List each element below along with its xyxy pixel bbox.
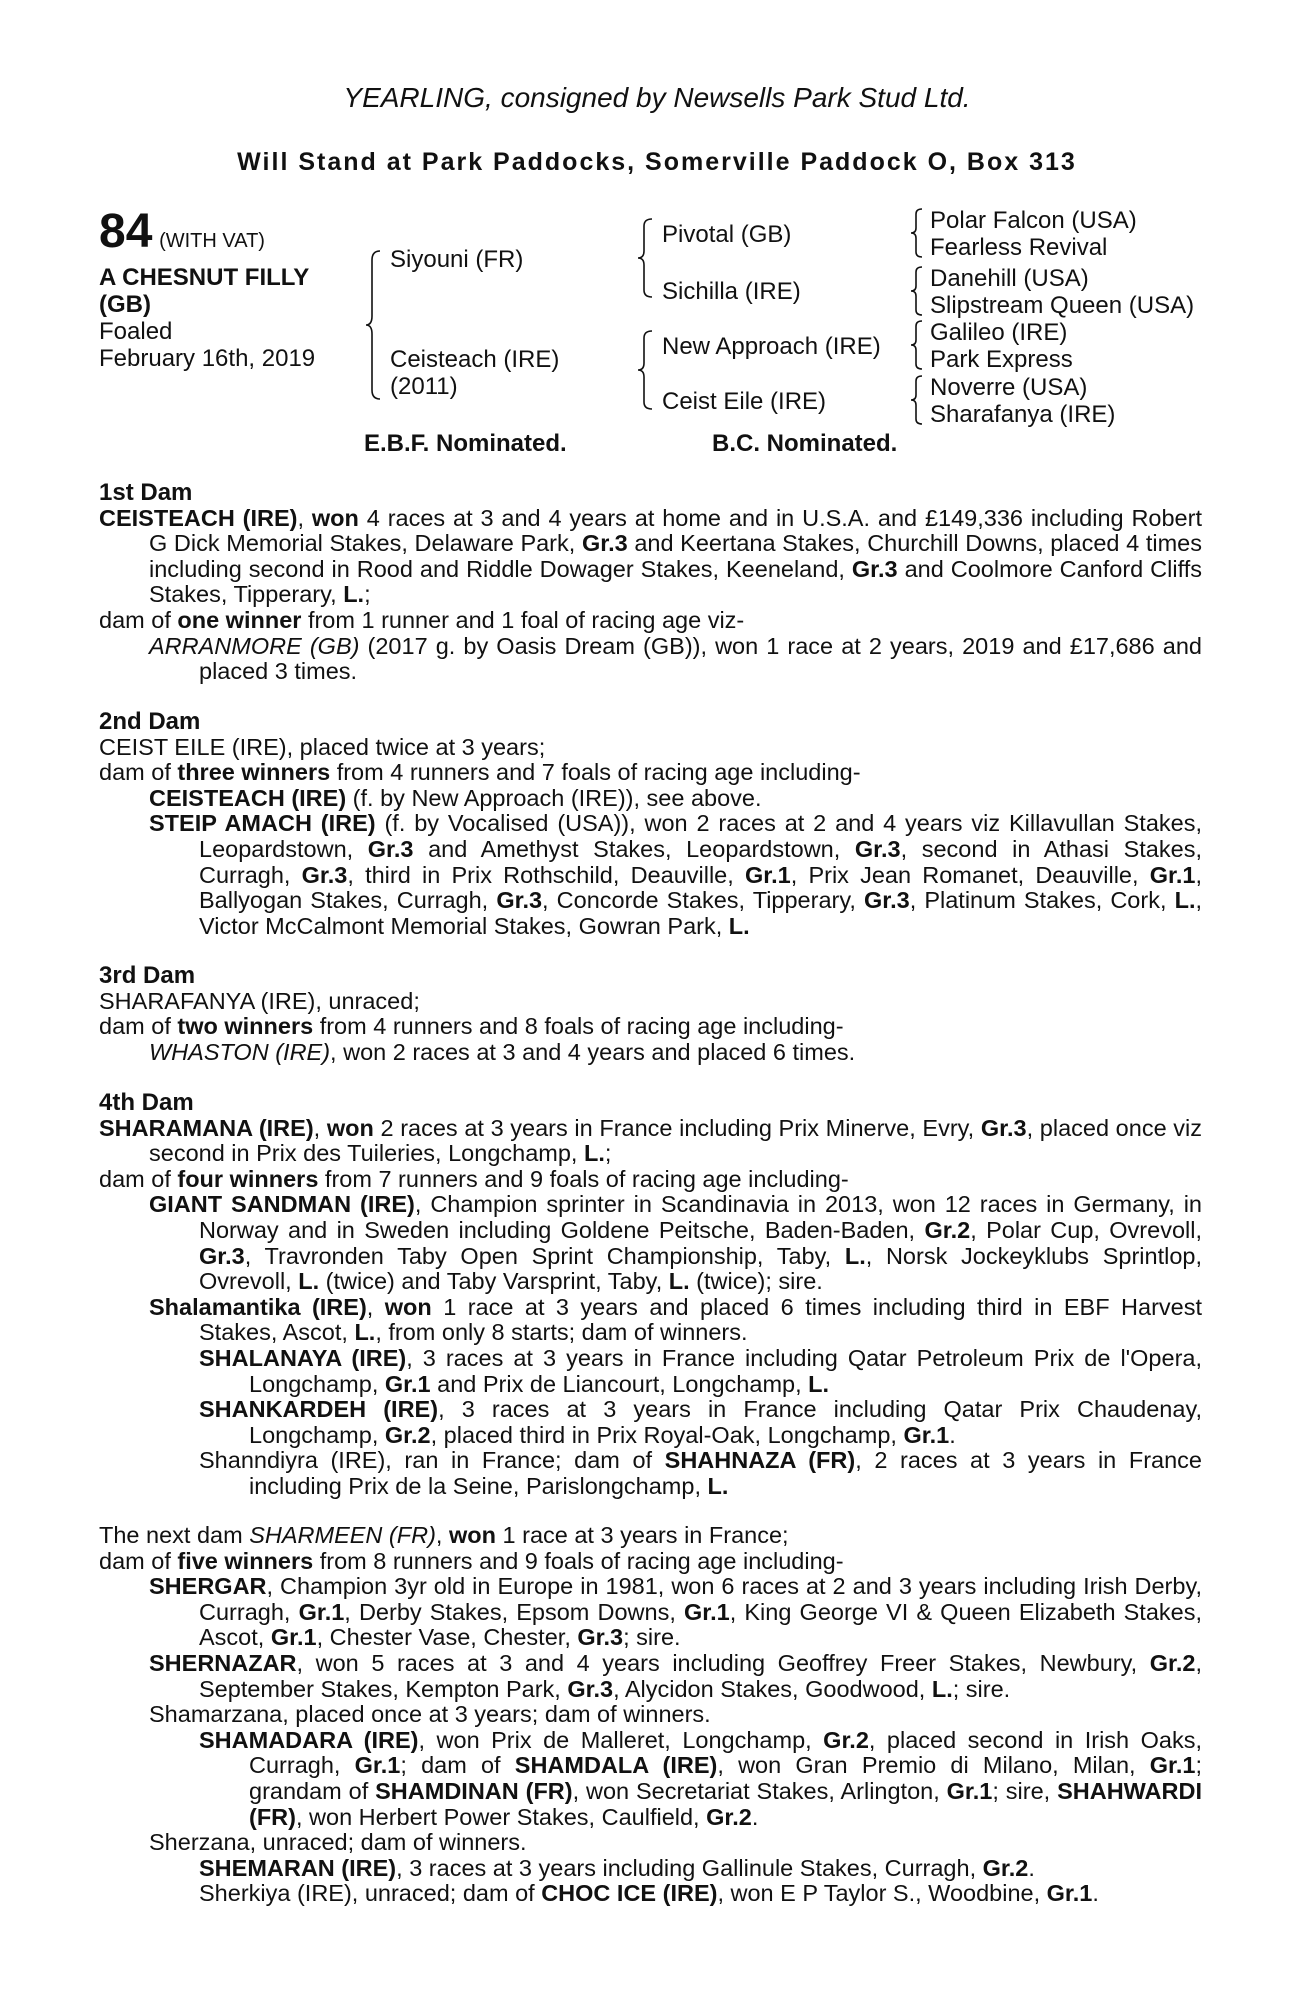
grade-label: L. [343, 581, 365, 608]
offspring-name: SHERNAZAR [149, 1649, 297, 1676]
pedigree-g7: Noverre (USA) [930, 374, 1088, 401]
first-dam-section [99, 480, 1202, 685]
pedigree-g8: Sharafanya (IRE) [930, 401, 1116, 428]
stand-location: Will Stand at Park Paddocks, Somerville Paddock O, Box 313 [237, 148, 1077, 176]
pedigree-g5: Galileo (IRE) [930, 319, 1068, 346]
third-dam-record: SHARAFANYA (IRE), unraced; [99, 987, 420, 1014]
pedigree-brace-3 [640, 330, 654, 410]
offspring-name: ARRANMORE (GB) [149, 632, 360, 659]
pedigree-dam-dam: Ceist Eile (IRE) [662, 388, 827, 415]
produce-text: from 4 runners and 7 foals of racing age including- [330, 759, 861, 786]
produce-text: from 7 runners and 9 foals of racing age including- [318, 1165, 849, 1192]
first-dam-record: CEISTEACH (IRE), won 4 races at 3 and 4 years at home and in U.S.A. and £149,336 including Robert G Dick Memorial Stakes, Delaware Park, Gr.3 and Keertana Stakes, Churchill Downs, placed 4 times including second in Rood and Riddle Dowager Stakes, Keeneland, Gr.3 and Coolmore Canford Cliffs Stakes, Tipperary, L.; [99, 504, 1202, 608]
offspring-text: (2017 g. by Oasis Dream (GB)), won 1 race at 2 years, 2019 and £17,686 and placed 3 times. [199, 632, 1202, 685]
fourth-dam-produce-summary [99, 1167, 1202, 1193]
lot-description-2: (GB) [99, 291, 151, 318]
produce-text: from 8 runners and 9 foals of racing age including- [313, 1547, 844, 1574]
produce-text: from 4 runners and 8 foals of racing age including- [313, 1013, 844, 1040]
dam-of-label: dam of [99, 759, 178, 786]
first-dam-produce-summary [99, 608, 1202, 634]
next-dam-name: SHARMEEN (FR) [249, 1522, 436, 1548]
vat-label: (WITH VAT) [159, 230, 265, 252]
pedigree-g1: Polar Falcon (USA) [930, 207, 1137, 234]
foaled-date: February 16th, 2019 [99, 345, 316, 372]
record-text: ; [364, 581, 371, 608]
dam-of-label: dam of [99, 1013, 178, 1040]
pedigree-dam-year: (2011) [390, 373, 458, 400]
offspring-text: , won 2 races at 3 and 4 years and placed 6 times. [330, 1038, 856, 1065]
pedigree-sire: Siyouni (FR) [390, 246, 524, 273]
offspring-entry: Shalamantika (IRE), won 1 race at 3 years and placed 6 times including third in EBF Harvest Stakes, Ascot, L., from only 8 starts; dam of winners. [149, 1293, 1202, 1346]
offspring-name: SHANKARDEH (IRE) [199, 1396, 439, 1423]
offspring-name: GIANT SANDMAN (IRE) [149, 1191, 415, 1218]
dam-of-label: dam of [99, 1165, 178, 1192]
grade-label: Gr.3 [581, 530, 628, 557]
offspring-name: WHASTON (IRE) [149, 1038, 331, 1065]
record-text: and Coolmore Canford Cliffs Stakes, Tipperary, [149, 555, 1202, 608]
winners-count: one winner [177, 606, 302, 633]
offspring-entry: STEIP AMACH (IRE) (f. by Vocalised (USA)), won 2 races at 2 and 4 years viz Killavullan Stakes, Leopardstown, Gr.3 and Amethyst Stakes, Leopardstown, Gr.3, second in Athasi Stakes, Curragh, Gr.3, third in Prix Rothschild, Deauville, Gr.1, Prix Jean Romanet, Deauville, Gr.1, Ballyogan Stakes, Curragh, Gr.3, Concorde Stakes, Tipperary, Gr.3, Platinum Stakes, Cork, L., Victor McCalmont Memorial Stakes, Gowran Park, L. [149, 810, 1203, 939]
winners-count: two winners [177, 1013, 314, 1040]
offspring-text: (f. by New Approach (IRE)), see above. [346, 784, 762, 811]
offspring-entry: SHAMADARA (IRE), won Prix de Malleret, Longchamp, Gr.2, placed second in Irish Oaks, Curragh, Gr.1; dam of SHAMDALA (IRE), won Gran Premio di Milano, Milan, Gr.1; grandam of SHAMDINAN (FR), won Secretariat Stakes, Arlington, Gr.1; sire, SHAHWARDI (FR), won Herbert Power Stakes, Caulfield, Gr.2. [199, 1726, 1202, 1830]
next-dam-produce-summary [99, 1549, 1202, 1575]
dam-of-label: dam of [99, 606, 178, 633]
offspring-entry: SHERGAR, Champion 3yr old in Europe in 1981, won 6 races at 2 and 3 years including Irish Derby, Curragh, Gr.1, Derby Stakes, Epsom Downs, Gr.1, King George VI & Queen Elizabeth Stakes, Ascot, Gr.1, Chester Vase, Chester, Gr.3; sire. [149, 1573, 1203, 1651]
offspring-entry: Shamarzana, placed once at 3 years; dam of winners. [149, 1701, 711, 1728]
won-label: won [311, 504, 359, 531]
won-label: won [326, 1114, 374, 1141]
offspring-name: SHAMADARA (IRE) [199, 1726, 419, 1753]
offspring-entry: Sherkiya (IRE), unraced; dam of CHOC ICE (IRE), won E P Taylor S., Woodbine, Gr.1. [199, 1880, 1099, 1907]
fourth-dam-section [99, 1090, 1202, 1500]
pedigree-dam-sire: New Approach (IRE) [662, 333, 881, 360]
winners-count: three winners [177, 759, 331, 786]
pedigree-brace-2 [640, 218, 654, 298]
second-dam-produce-summary [99, 760, 1202, 786]
lot-number: 84 [99, 205, 153, 258]
offspring-entry: SHERNAZAR, won 5 races at 3 and 4 years including Geoffrey Freer Stakes, Newbury, Gr.2, September Stakes, Kempton Park, Gr.3, Alycidon Stakes, Goodwood, L.; sire. [149, 1649, 1202, 1702]
second-dam-heading: 2nd Dam [99, 708, 201, 735]
second-dam-section [99, 709, 1202, 939]
offspring-entry: SHALANAYA (IRE), 3 races at 3 years in France including Qatar Petroleum Prix de l'Opera, Longchamp, Gr.1 and Prix de Liancourt, Longchamp, L. [199, 1344, 1202, 1397]
pedigree-brace-1 [368, 250, 382, 400]
offspring-entry: Sherzana, unraced; dam of winners. [149, 1829, 527, 1856]
offspring-name: CHOC ICE (IRE) [541, 1880, 718, 1907]
record-text: 4 races at 3 and 4 years at home and in U.S.A. and £149,336 including Robert G Dick Memorial Stakes, Delaware Park, [149, 504, 1202, 557]
offspring-name: SHEMARAN (IRE) [199, 1854, 397, 1881]
first-dam-name: CEISTEACH (IRE) [99, 504, 298, 531]
fourth-dam-record: SHARAMANA (IRE), won 2 races at 3 years in France including Prix Minerve, Evry, Gr.3, placed once viz second in Prix des Tuileries, Longchamp, L.; [99, 1114, 1203, 1167]
offspring-entry: GIANT SANDMAN (IRE), Champion sprinter in Scandinavia in 2013, won 12 races in Germany, in Norway and in Sweden including Goldene Peitsche, Baden-Baden, Gr.2, Polar Cup, Ovrevoll, Gr.3, Travronden Taby Open Sprint Championship, Taby, L., Norsk Jockeyklubs Sprintlop, Ovrevoll, L. (twice) and Taby Varsprint, Taby, L. (twice); sire. [149, 1191, 1203, 1295]
first-dam-heading: 1st Dam [99, 479, 193, 506]
next-dam-record: The next dam SHARMEEN (FR), won 1 race at 3 years in France; [99, 1522, 789, 1548]
dam-of-label: dam of [99, 1547, 178, 1574]
offspring-name: Shalamantika (IRE) [149, 1293, 367, 1320]
offspring-name: STEIP AMACH (IRE) [149, 810, 376, 837]
second-dam-record: CEIST EILE (IRE), placed twice at 3 years; [99, 733, 546, 760]
lot-description-1: A CHESNUT FILLY [99, 264, 310, 291]
offspring-name: SHAHNAZA (FR) [664, 1447, 856, 1474]
bc-nominated: B.C. Nominated. [712, 430, 898, 457]
foaled-label: Foaled [99, 318, 173, 345]
pedigree-sire-dam: Sichilla (IRE) [662, 278, 801, 305]
lot-number-line [99, 204, 265, 259]
fourth-dam-name: SHARAMANA (IRE) [99, 1114, 314, 1141]
pedigree-g3: Danehill (USA) [930, 265, 1089, 292]
fourth-dam-heading: 4th Dam [99, 1089, 194, 1116]
offspring-entry [149, 634, 1202, 685]
pedigree-brace-4 [912, 208, 924, 258]
next-dam-section [99, 1523, 1202, 1907]
winners-count: five winners [177, 1547, 314, 1574]
pedigree-g4: Slipstream Queen (USA) [930, 292, 1195, 319]
offspring-name: CEISTEACH (IRE) [149, 784, 347, 811]
third-dam-heading: 3rd Dam [99, 962, 196, 989]
ebf-nominated: E.B.F. Nominated. [364, 430, 567, 457]
pedigree-brace-7 [912, 375, 924, 425]
winners-count: four winners [177, 1165, 319, 1192]
pedigree-dam: Ceisteach (IRE) [390, 346, 560, 373]
third-dam-section [99, 963, 1202, 1065]
produce-text: from 1 runner and 1 foal of racing age viz- [301, 606, 745, 633]
offspring-entry: SHANKARDEH (IRE), 3 races at 3 years in France including Qatar Prix Chaudenay, Longchamp, Gr.2, placed third in Prix Royal-Oak, Longchamp, Gr.1. [199, 1396, 1202, 1448]
pedigree-sire-sire: Pivotal (GB) [662, 221, 792, 248]
pedigree-brace-5 [912, 266, 924, 316]
offspring-entry: SHEMARAN (IRE), 3 races at 3 years including Gallinule Stakes, Curragh, Gr.2. [199, 1854, 1035, 1881]
offspring-entry [149, 786, 1202, 812]
pedigree-g6: Park Express [930, 346, 1073, 373]
record-text: and Keertana Stakes, Churchill Downs, placed 4 times including second in Rood and Riddle Dowager Stakes, Keeneland, [149, 530, 1202, 582]
offspring-entry: Shanndiyra (IRE), ran in France; dam of SHAHNAZA (FR), 2 races at 3 years in France including Prix de la Seine, Parislongchamp, L. [199, 1447, 1202, 1499]
consignment-line: YEARLING, consigned by Newsells Park Stud Ltd. [343, 82, 971, 113]
third-dam-produce-summary [99, 1014, 1202, 1040]
pedigree-g2: Fearless Revival [930, 234, 1108, 261]
offspring-name: SHERGAR [149, 1573, 267, 1600]
offspring-name: SHALANAYA (IRE) [199, 1344, 407, 1371]
grade-label: Gr.3 [851, 555, 898, 582]
offspring-entry [149, 1040, 1202, 1066]
pedigree-brace-6 [912, 320, 924, 370]
